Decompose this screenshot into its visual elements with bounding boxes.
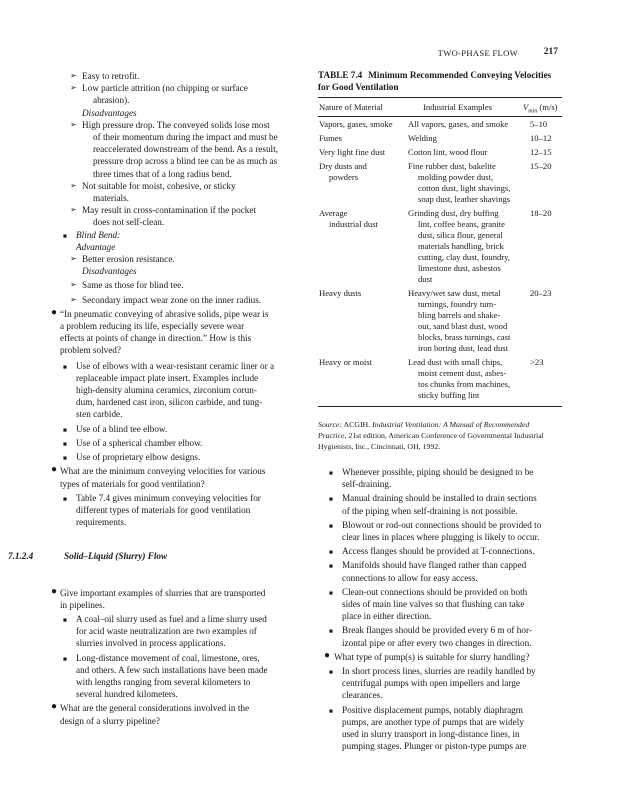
square-bullet-icon: ■ bbox=[329, 589, 333, 597]
list-item: ■ Manual draining should be installed to drain sections of the piping when self-draining is not possible. bbox=[329, 493, 537, 516]
left-column bbox=[8, 70, 322, 727]
cell-material: Average industrial dust bbox=[319, 208, 378, 229]
cell-material: Heavy or moist bbox=[319, 357, 372, 367]
col-header-examples: Industrial Examples bbox=[423, 102, 492, 112]
table-body bbox=[318, 117, 562, 406]
list-item: ■ Whenever possible, piping should be designed to be self-draining. bbox=[329, 467, 534, 490]
cell-velocity: 18–20 bbox=[530, 208, 552, 218]
square-bullet-icon: ■ bbox=[329, 669, 333, 677]
question-item: ● Give important examples of slurries that are transported in pipelines. bbox=[51, 585, 266, 610]
table-row bbox=[318, 288, 562, 354]
col-header-velocity: $V_{min}$ (m/s) bbox=[523, 102, 558, 115]
square-bullet-icon: ■ bbox=[63, 363, 67, 371]
question-item: ● What are the minimum conveying velocities for various types of materials for good ventilation? bbox=[51, 464, 266, 489]
list-item: ■ Use of elbows with a wear-resistant ceramic liner or a replaceable impact plate insert. Examples include high-density alumina ceramics, zirconium corun- dum, hardened cast iron, silicon carbide, and tung- sten carbide. bbox=[63, 360, 275, 420]
table-title-line-2: for Good Ventilation bbox=[318, 81, 399, 92]
square-bullet-icon: ■ bbox=[329, 563, 333, 571]
cell-velocity: 15–20 bbox=[530, 161, 552, 171]
section-title: Solid–Liquid (Slurry) Flow bbox=[64, 551, 168, 562]
dot-bullet-icon: ● bbox=[324, 649, 331, 661]
square-bullet-icon: ■ bbox=[63, 440, 67, 448]
section-heading bbox=[8, 550, 322, 562]
page-header bbox=[60, 48, 558, 62]
list-item: ■ Blind Bend: bbox=[60, 229, 322, 241]
list-item: ■ In short process lines, slurries are readily handled by centrifugal pumps with open impellers and large clearances. bbox=[329, 666, 536, 701]
list-item: ➢ Not suitable for moist, cohesive, or sticky materials. bbox=[70, 180, 236, 204]
list-item: ➢ High pressure drop. The conveyed solids lose most of their momentum during the impact and must be reaccelerated downstream of the bend. As a result, pressure drop across a blind tee can be as much as three times that of a long radius bend. bbox=[70, 119, 278, 179]
table-row bbox=[318, 147, 562, 158]
table-rule-bottom bbox=[318, 406, 562, 407]
square-bullet-icon: ■ bbox=[329, 496, 333, 504]
arrow-bullet-icon: ➢ bbox=[70, 119, 77, 129]
dot-bullet-icon: ● bbox=[51, 701, 58, 713]
dot-bullet-icon: ● bbox=[51, 464, 58, 476]
arrow-bullet-icon: ➢ bbox=[70, 205, 77, 215]
cell-velocity: >23 bbox=[530, 357, 544, 367]
arrow-bullet-icon: ➢ bbox=[70, 280, 77, 290]
list-item: ■ Manifolds should have flanged rather than capped connections to allow for easy access. bbox=[329, 560, 527, 583]
table-title-line-1: Minimum Recommended Conveying Velocities bbox=[368, 70, 552, 80]
square-bullet-icon: ■ bbox=[329, 522, 333, 530]
cell-examples: Fine rubber dust, bakelite molding powder dust, cotton dust, light shavings, soap dust, leather shavings bbox=[408, 161, 511, 204]
list-item: ➢ Easy to retrofit. bbox=[70, 71, 140, 81]
list-item: ■ Positive displacement pumps, notably diaphragm pumps, are another type of pumps that are widely used in slurry transport in long-distance lines, in pumping stages. Plunger or piston-type pumps are bbox=[329, 704, 527, 752]
square-bullet-icon: ■ bbox=[329, 470, 333, 477]
dot-bullet-icon: ● bbox=[51, 585, 58, 597]
cell-material: Heavy dusts bbox=[319, 288, 362, 298]
arrow-bullet-icon: ➢ bbox=[70, 71, 77, 80]
question-item: ● “In pneumatic conveying of abrasive solids, pipe wear is a problem reducing its life, especially severe wear effects at points of change in direction.” How is this problem solved? bbox=[51, 306, 269, 356]
velocity-table bbox=[318, 97, 562, 407]
list-item: ■ Access flanges should be provided at T-connections. bbox=[318, 545, 562, 557]
square-bullet-icon: ■ bbox=[63, 455, 67, 463]
table-caption bbox=[318, 70, 562, 93]
page-number: 217 bbox=[543, 47, 558, 57]
cell-material: Vapors, gases, smoke bbox=[319, 119, 393, 129]
arrow-bullet-icon: ➢ bbox=[70, 180, 77, 190]
list-item: ■ Blowout or rod-out connections should be provided to clear lines in places where plugging is likely to occur. bbox=[329, 519, 542, 543]
cell-material: Fumes bbox=[319, 133, 342, 143]
list-item: ➢ May result in cross-contamination if the pocket does not self-clean. bbox=[70, 205, 257, 228]
arrow-bullet-icon: ➢ bbox=[70, 83, 77, 93]
subheading-disadvantages: Disadvantages bbox=[82, 266, 137, 277]
list-item: ■ Break flanges should be provided every 6 m of hor- izontal pipe or after every two changes in direction. bbox=[329, 625, 532, 648]
arrow-bullet-icon: ➢ bbox=[70, 254, 77, 264]
list-item: ■ Clean-out connections should be provided on both sides of main line valves so that flushing can take place in either direction. bbox=[329, 586, 528, 622]
question-item: ● What are the general considerations involved in the design of a slurry pipeline? bbox=[51, 701, 250, 726]
list-item: ■ Use of a spherical chamber elbow. bbox=[60, 437, 322, 449]
list-item: ■ Table 7.4 gives minimum conveying velocities for different types of materials for good ventilation requirements. bbox=[63, 492, 261, 528]
cell-examples: Welding bbox=[408, 133, 437, 143]
square-bullet-icon: ■ bbox=[63, 616, 67, 624]
list-item: ■ Use of a blind tee elbow. bbox=[60, 423, 322, 435]
list-item: ■ Use of proprietary elbow designs. bbox=[60, 451, 322, 463]
table-row bbox=[318, 208, 562, 285]
table-row bbox=[318, 161, 562, 205]
cell-examples: Cotton lint, wood flour bbox=[408, 147, 488, 157]
square-bullet-icon: ■ bbox=[63, 426, 67, 434]
right-column bbox=[318, 70, 562, 752]
list-item: ➢ Secondary impact wear zone on the inner radius. bbox=[70, 294, 262, 305]
subheading-advantage: Advantage bbox=[76, 241, 116, 252]
right-text bbox=[318, 466, 562, 752]
list-item: ■ Long-distance movement of coal, limestone, ores, and others. A few such installations have been made with lengths ranging from several kilometers to several hundred kilometers. bbox=[63, 652, 268, 700]
square-bullet-icon: ■ bbox=[329, 628, 333, 636]
subheading-disadvantages: Disadvantages bbox=[82, 107, 137, 118]
cell-examples: Lead dust with small chips, moist cement dust, asbes- tos chunks from machines, sticky buffing lint bbox=[408, 357, 511, 400]
cell-examples: Heavy/wet saw dust, metal turnings, foundry tum- bling barrels and shake- out, sand blast dust, wood blocks, brass turnings, cast iron boring dust, lead dust bbox=[408, 288, 511, 353]
cell-examples: Grinding dust, dry buffing lint, coffee beans, granite dust, silica flour, general materials handling, brick cutting, clay dust, foundry, limestone dust, asbestos dust bbox=[408, 208, 511, 284]
col-header-material: Nature of Material bbox=[319, 102, 383, 112]
table-source: Source: ACGIH. Industrial Ventilation: A Manual of Recommended Practice, 21st edition, American Conference of Governmental Industrial Hygienists, Inc., Cincinnati, OH, 1992. bbox=[318, 420, 544, 451]
arrow-bullet-icon: ➢ bbox=[70, 294, 77, 304]
list-item: ➢ Better erosion resistance. bbox=[70, 254, 175, 265]
square-bullet-icon: ■ bbox=[329, 549, 333, 557]
list-item: ➢ Low particle attrition (no chipping or surface abrasion). bbox=[70, 83, 248, 106]
dot-bullet-icon: ● bbox=[51, 306, 58, 318]
table-row bbox=[318, 119, 562, 130]
cell-material: Dry dusts and powders bbox=[319, 161, 367, 182]
table-row bbox=[318, 133, 562, 144]
square-bullet-icon: ■ bbox=[63, 232, 67, 240]
cell-velocity: 20–23 bbox=[530, 288, 552, 298]
square-bullet-icon: ■ bbox=[329, 707, 333, 715]
cell-velocity: 5–10 bbox=[530, 119, 548, 129]
question-item: ● What type of pump(s) is suitable for slurry handling? bbox=[324, 649, 530, 662]
cell-material: Very light fine dust bbox=[319, 147, 386, 157]
square-bullet-icon: ■ bbox=[63, 495, 67, 503]
cell-velocity: 12–15 bbox=[530, 147, 552, 157]
table-row bbox=[318, 357, 562, 401]
table-header-row bbox=[318, 98, 562, 116]
table-label: TABLE 7.4 bbox=[318, 70, 363, 80]
cell-velocity: 10–12 bbox=[530, 133, 552, 143]
square-bullet-icon: ■ bbox=[63, 655, 67, 663]
list-item: ➢ Same as those for blind tee. bbox=[70, 280, 184, 291]
cell-examples: All vapors, gases, and smoke bbox=[408, 119, 509, 129]
list-item: ■ A coal–oil slurry used as fuel and a lime slurry used for acid waste neutralization are two examples of slurries involved in process applications. bbox=[63, 613, 267, 649]
running-title: TWO-PHASE FLOW bbox=[437, 48, 518, 58]
section-number: 7.1.2.4 bbox=[8, 551, 34, 562]
